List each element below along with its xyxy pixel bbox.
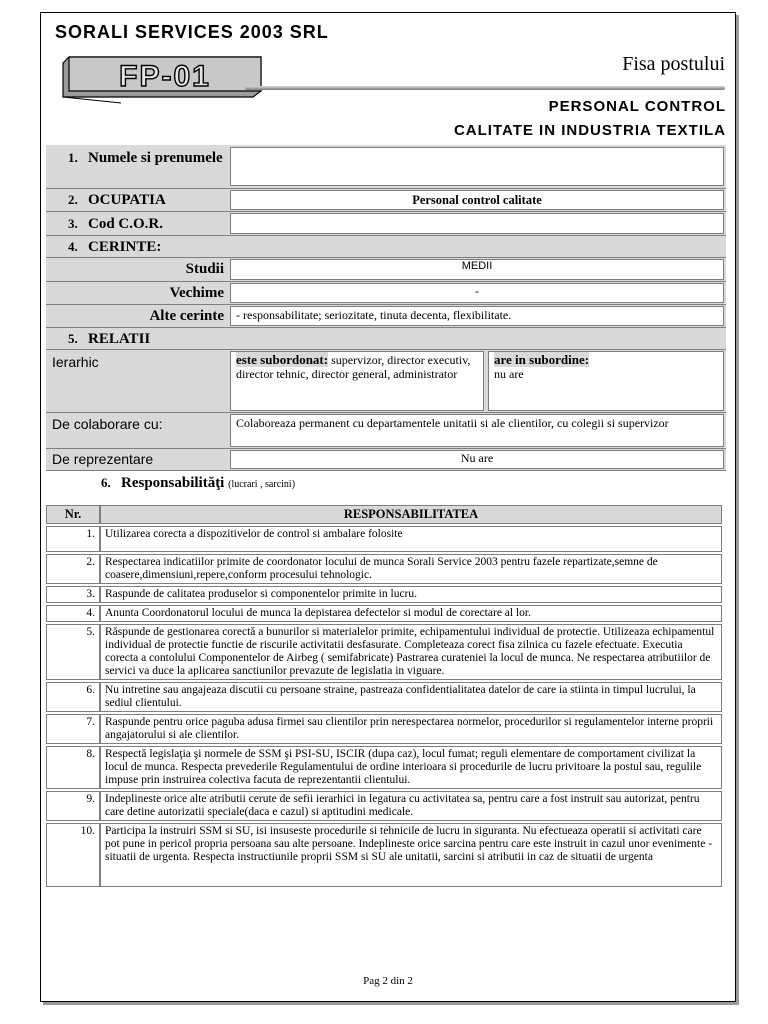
row-text: Utilizarea corecta a dispozitivelor de control si ambalare folosite <box>100 526 722 552</box>
ocupatia-label: 2. OCUPATIA <box>68 192 166 208</box>
row-number: 9. <box>46 791 100 821</box>
reprezentare-label: De reprezentare <box>52 451 154 467</box>
table-row <box>46 823 722 887</box>
row-number: 5. <box>46 624 100 680</box>
studii-value: MEDII <box>230 259 724 280</box>
subordine-cell <box>488 351 724 411</box>
fp-logo <box>61 53 266 105</box>
row-text: Nu intretine sau angajeaza discutii cu persoane straine, pastreaza confidentialitatea datelor de care ia stiinta in timpul lucrului, la sediul clientului. <box>100 682 722 712</box>
table-row <box>46 554 722 584</box>
subordonat-value: supervizor, director executiv, director tehnic, director general, administrator <box>236 353 471 381</box>
ocupatia-value: Personal control calitate <box>230 190 724 210</box>
name-field[interactable] <box>230 147 724 186</box>
responsabilitati-title: 6. Responsabilităţi (lucrari , sarcini) <box>101 475 296 491</box>
doc-title: Fisa postului <box>622 53 725 75</box>
row-text: Respectă legislaţia şi normele de SSM şi PSI-SU, ISCIR (dupa caz), locul fumat; reguli elementare de comportament civilizat la locul de munca. Respecta prevederile Regulamentului de ordine interioara si procedurile de lucru privitoare la postul sau, regulile impuse prin instruirea colectiva facuta de reprezentantii clientului. <box>100 746 722 789</box>
col-responsabilitate: RESPONSABILITATEA <box>100 505 722 524</box>
cod-cor-field[interactable] <box>230 213 724 234</box>
row-number: 6. <box>46 682 100 712</box>
reprezentare-value: Nu are <box>230 450 724 469</box>
colaborare-value: Colaboreaza permanent cu departamentele unitatii si ale clientilor, cu colegii si supervizor <box>230 414 724 447</box>
row-text: Participa la instruiri SSM si SU, isi insuseste procedurile si tehnicile de lucru in siguranta. Nu efectueaza operatii si activitati care pot pune in pericol propria persoana sau alte persoane. Indeplineste orice sarcina pentru care este instruit in cazul unor evenimente -situatii de urgenta. Respecta instructiunile proprii SSM si SU ale unitatii, sarcini si atributii in caz de situatii de urgenta <box>100 823 722 887</box>
subordonat-label: este subordonat: <box>236 352 329 367</box>
row-number: 3. <box>46 586 100 603</box>
row-ierarhic <box>46 350 726 413</box>
job-title-line1: PERSONAL CONTROL <box>548 98 726 115</box>
row-name <box>46 145 726 189</box>
row-text: Raspunde de calitatea produselor si componentelor primite in lucru. <box>100 586 722 603</box>
table-row <box>46 746 722 789</box>
relatii-label: 5. RELATII <box>68 331 151 347</box>
company-name: SORALI SERVICES 2003 SRL <box>55 22 329 42</box>
vechime-value: - <box>230 283 724 303</box>
row-cerinte <box>46 236 726 258</box>
table-row <box>46 624 722 680</box>
studii-label: Studii <box>185 261 224 277</box>
subordine-value: nu are <box>494 367 524 381</box>
svg-text:FP-01: FP-01 <box>119 60 211 93</box>
document-page <box>40 12 736 1002</box>
row-colaborare <box>46 413 726 449</box>
row-number: 1. <box>46 526 100 552</box>
row-number: 4. <box>46 605 100 622</box>
row-ocupatia <box>46 189 726 212</box>
subordine-label: are in subordine: <box>494 352 590 367</box>
row-relatii <box>46 328 726 350</box>
row-text: Raspunde pentru orice paguba adusa firmei sau clientilor prin nerespectarea normelor, procedurilor si regulamentelor interne proprii angajatorului si ale clientilor. <box>100 714 722 744</box>
page-number: Pag 2 din 2 <box>363 975 413 987</box>
table-row <box>46 714 722 744</box>
title-rule <box>245 86 725 90</box>
col-nr: Nr. <box>46 505 100 524</box>
alte-cerinte-label: Alte cerinte <box>149 308 224 324</box>
row-alte-cerinte <box>46 305 726 328</box>
row-number: 7. <box>46 714 100 744</box>
table-row <box>46 682 722 712</box>
row-number: 2. <box>46 554 100 584</box>
row-text: Răspunde de gestionarea corectă a bunurilor si materialelor primite, echipamentului individual de protectie. Utilizeaza echipamentul individual de protectie functie de riscurile activitatii desfasurate. Completeaza corect fisa zilnica cu fazele efectuate. Executia corecta a contolului Componentelor de Airbeg ( semifabricate) Pastrarea curateniei la locul de munca. Ne respectarea atributiilor de servici va duce la aplicarea sanctiunilor prevazute de legislatia in viguare. <box>100 624 722 680</box>
table-row <box>46 586 722 603</box>
row-cod-cor <box>46 212 726 236</box>
row-vechime <box>46 282 726 305</box>
subordonat-cell <box>230 351 484 411</box>
table-row <box>46 791 722 821</box>
colaborare-label: De colaborare cu: <box>52 416 163 432</box>
alte-cerinte-value: - responsabilitate; seriozitate, tinuta decenta, flexibilitate. <box>230 306 724 326</box>
row-number: 10. <box>46 823 100 887</box>
row-studii <box>46 258 726 282</box>
cerinte-label: 4. CERINTE: <box>68 239 162 255</box>
row-number: 8. <box>46 746 100 789</box>
job-title-line2: CALITATE IN INDUSTRIA TEXTILA <box>453 122 726 139</box>
ierarhic-label: Ierarhic <box>52 354 99 370</box>
vechime-label: Vechime <box>169 285 224 301</box>
name-label: 1. Numele si prenumele <box>68 150 223 166</box>
row-text: Anunta Coordonatorul locului de munca la depistarea defectelor si modul de corectare al lor. <box>100 605 722 622</box>
row-reprezentare <box>46 449 726 471</box>
responsabilitati-note: (lucrari , sarcini) <box>228 479 296 490</box>
table-row <box>46 526 722 552</box>
responsibility-table <box>46 503 722 889</box>
cod-cor-label: 3. Cod C.O.R. <box>68 216 164 232</box>
row-text: Respectarea indicatiilor primite de coordonator locului de munca Sorali Service 2003 pentru fazele repartizate,semne de coasere,dimensiuni,repere,conform procesului tehnologic. <box>100 554 722 584</box>
table-row <box>46 605 722 622</box>
row-text: Indeplineste orice alte atributii cerute de sefii ierarhici in legatura cu activitatea sa, pentru care a fost instruit sau autorizat, pentru care detine autorizatii speciale(daca e cazul) si aptitudini medicale. <box>100 791 722 821</box>
table-header <box>46 505 722 524</box>
